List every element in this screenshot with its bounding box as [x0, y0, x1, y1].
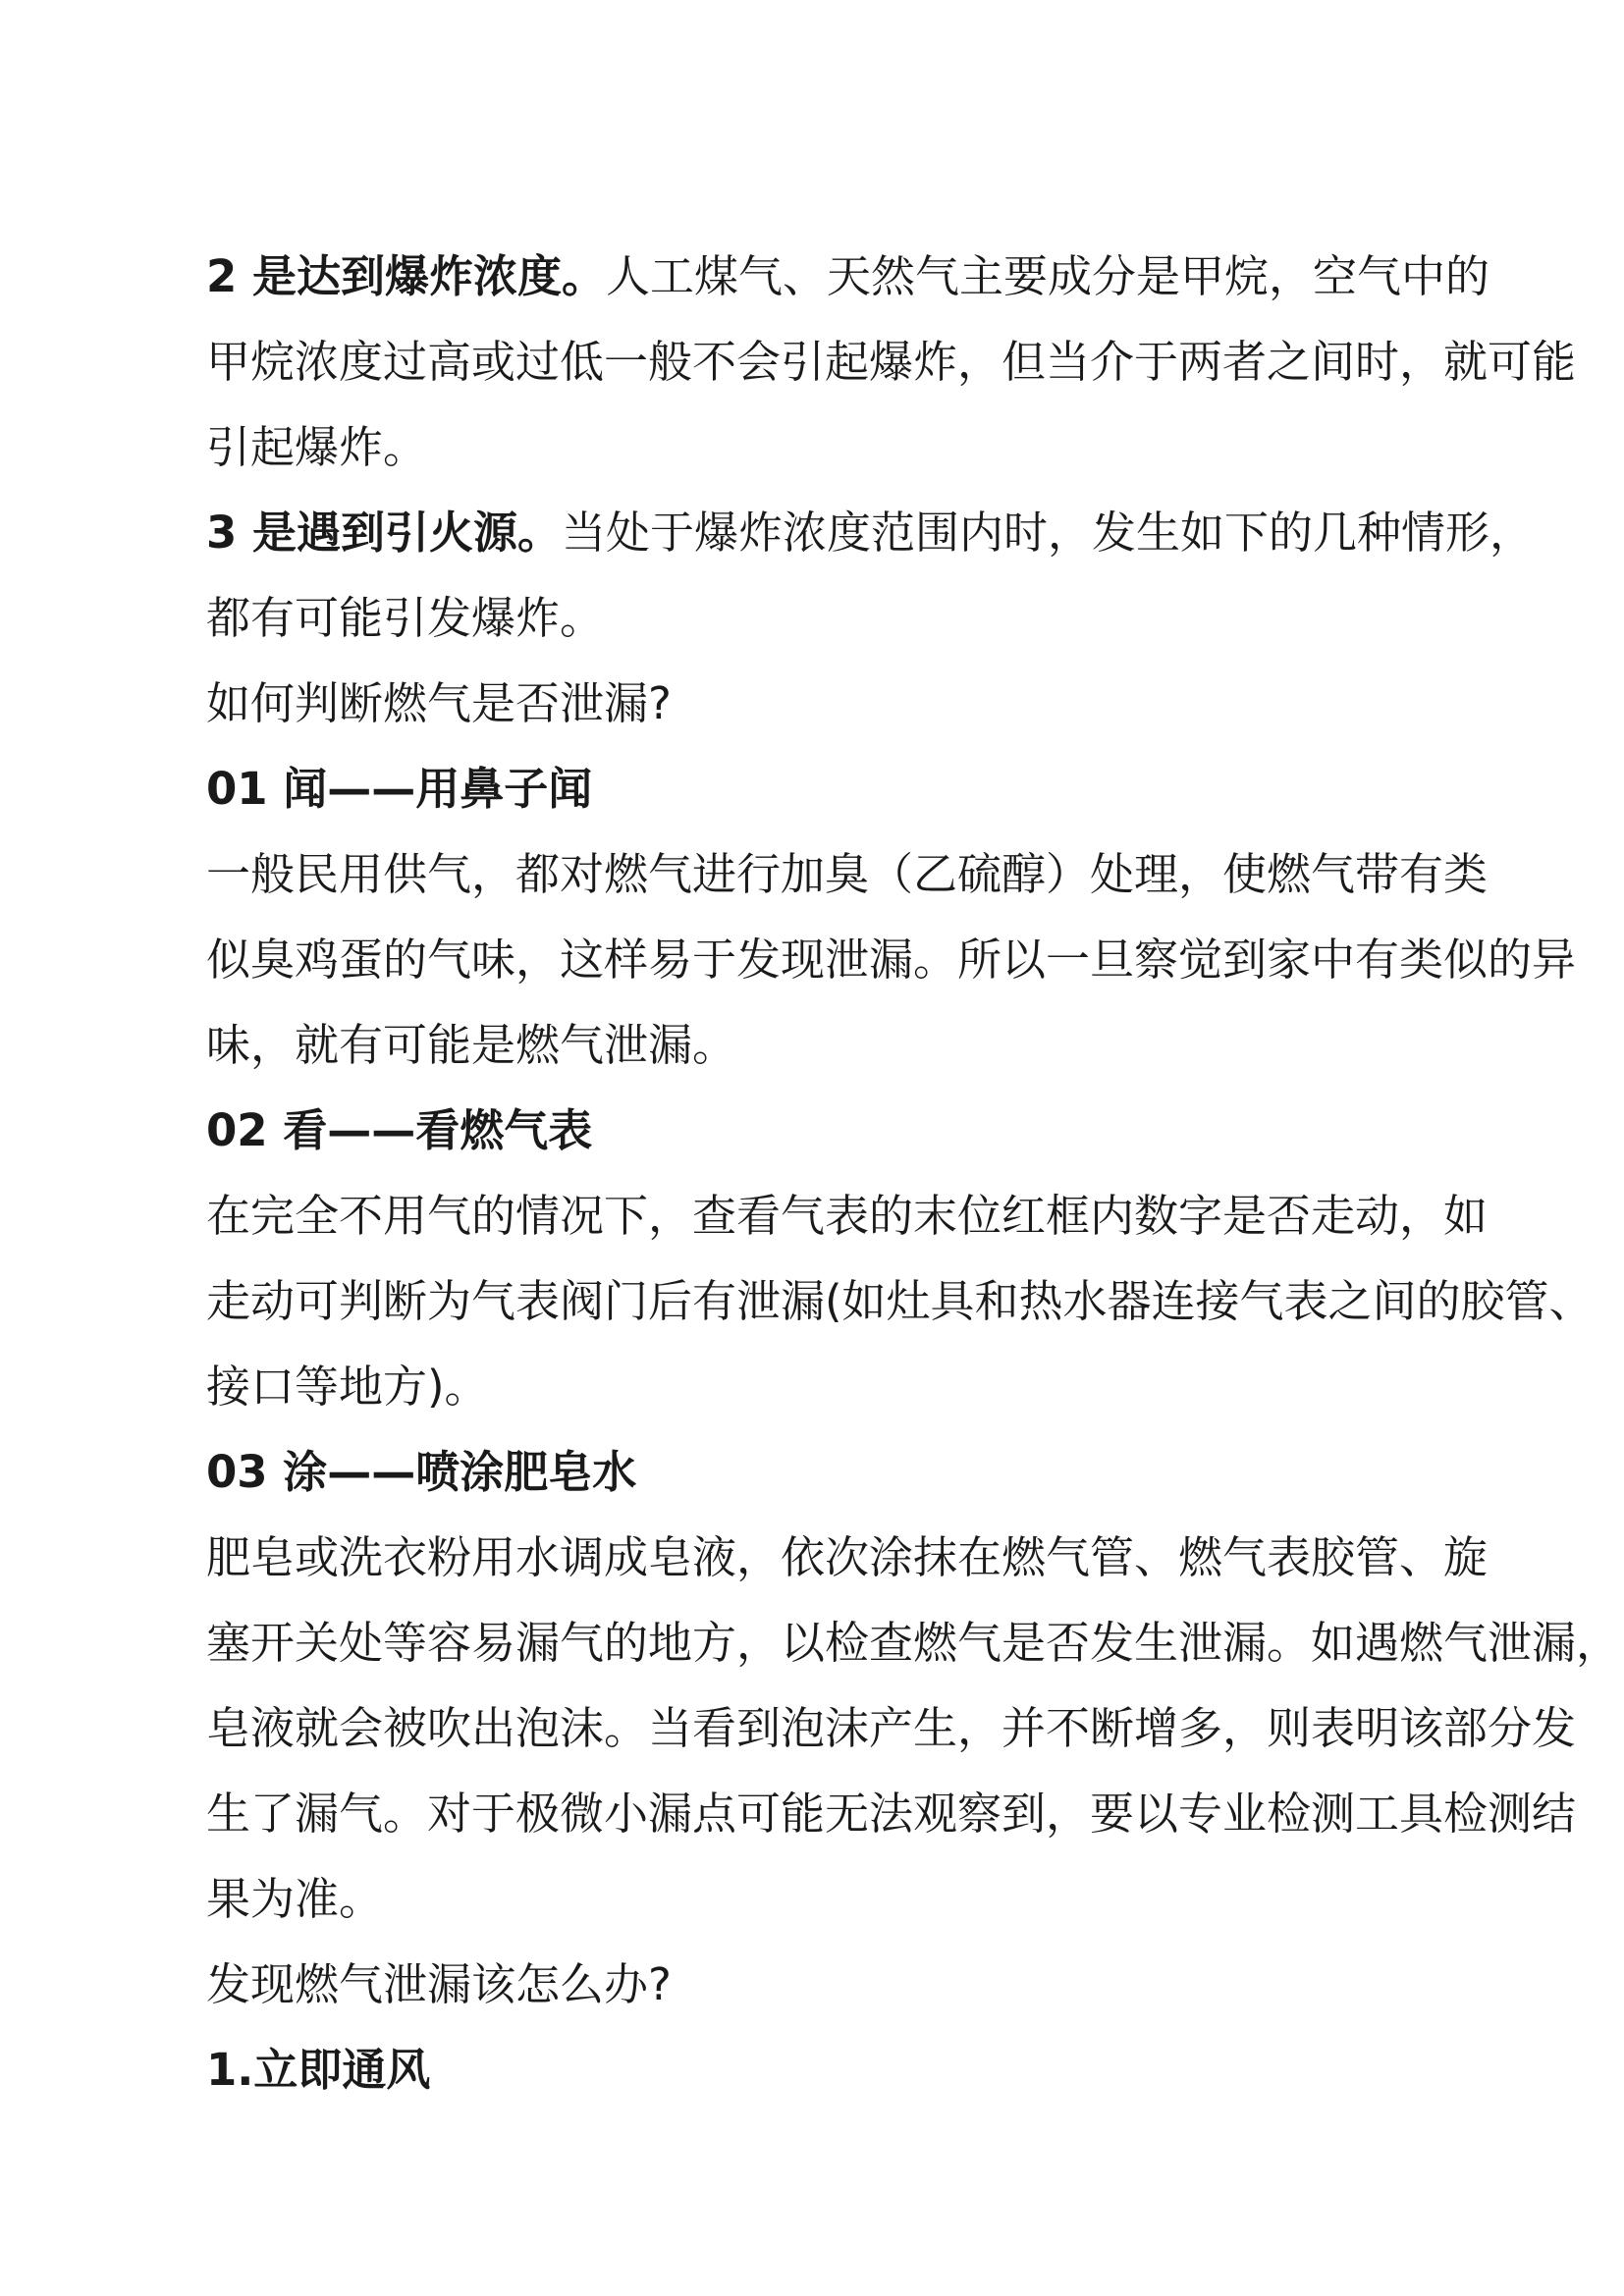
paragraph-line: 接口等地方)。	[206, 1361, 489, 1413]
heading-1-ventilate	[118, 2027, 1492, 2112]
paragraph-line: 走动可判断为气表阀门后有泄漏(如灶具和热水器连接气表之间的胶管、	[206, 1275, 1594, 1327]
paragraph-line: 发现燃气泄漏该怎么办?	[206, 1958, 672, 2010]
paragraph-explosion-concentration	[118, 234, 1577, 490]
paragraph-line: 当处于爆炸浓度范围内时，发生如下的几种情形，	[561, 507, 1534, 559]
paragraph-line: 塞开关处等容易漏气的地方，以检查燃气是否发生泄漏。如遇燃气泄漏，	[206, 1617, 1621, 1669]
paragraph-ignition-source	[118, 490, 1534, 661]
paragraph-line: 一般民用供气，都对燃气进行加臭（乙硫醇）处理，使燃气带有类	[206, 848, 1489, 900]
paragraph-line: 都有可能引发爆炸。	[206, 592, 605, 644]
paragraph-soap-detail	[118, 1515, 1621, 1942]
paragraph-line: 如何判断燃气是否泄漏?	[206, 677, 672, 729]
paragraph-line: 引起爆炸。	[206, 421, 428, 473]
paragraph-line: 似臭鸡蛋的气味，这样易于发现泄漏。所以一旦察觉到家中有类似的异	[206, 934, 1577, 986]
heading-01-smell	[118, 746, 1492, 831]
document-page	[118, 234, 1621, 2112]
paragraph-line: 人工煤气、天然气主要成分是甲烷，空气中的	[605, 250, 1489, 302]
paragraph-lead: 02 看——看燃气表	[206, 1104, 593, 1156]
paragraph-lead: 03 涂——喷涂肥皂水	[206, 1446, 637, 1498]
paragraph-lead: 2 是达到爆炸浓度。	[206, 250, 606, 302]
paragraph-line: 果为准。	[206, 1873, 384, 1925]
paragraph-line: 生了漏气。对于极微小漏点可能无法观察到，要以专业检测工具检测结	[206, 1788, 1577, 1840]
paragraph-smell-detail	[118, 831, 1577, 1088]
paragraph-line: 甲烷浓度过高或过低一般不会引起爆炸，但当介于两者之间时，就可能	[206, 336, 1577, 388]
paragraph-line: 肥皂或洗衣粉用水调成皂液，依次涂抹在燃气管、燃气表胶管、旋	[206, 1531, 1489, 1583]
paragraph-lead: 3 是遇到引火源。	[206, 507, 562, 559]
paragraph-line: 在完全不用气的情况下，查看气表的末位红框内数字是否走动，如	[206, 1190, 1489, 1242]
heading-03-soap	[118, 1429, 1492, 1515]
paragraph-line: 皂液就会被吹出泡沫。当看到泡沫产生，并不断增多，则表明该部分发	[206, 1702, 1577, 1754]
heading-02-look	[118, 1088, 1492, 1173]
section-question-detect-leak	[118, 661, 1492, 746]
paragraph-line: 味，就有可能是燃气泄漏。	[206, 1019, 737, 1071]
paragraph-look-detail	[118, 1173, 1594, 1429]
paragraph-lead: 1.立即通风	[206, 2044, 431, 2096]
paragraph-lead: 01 闻——用鼻子闻	[206, 763, 593, 815]
section-question-what-to-do	[118, 1942, 1492, 2027]
